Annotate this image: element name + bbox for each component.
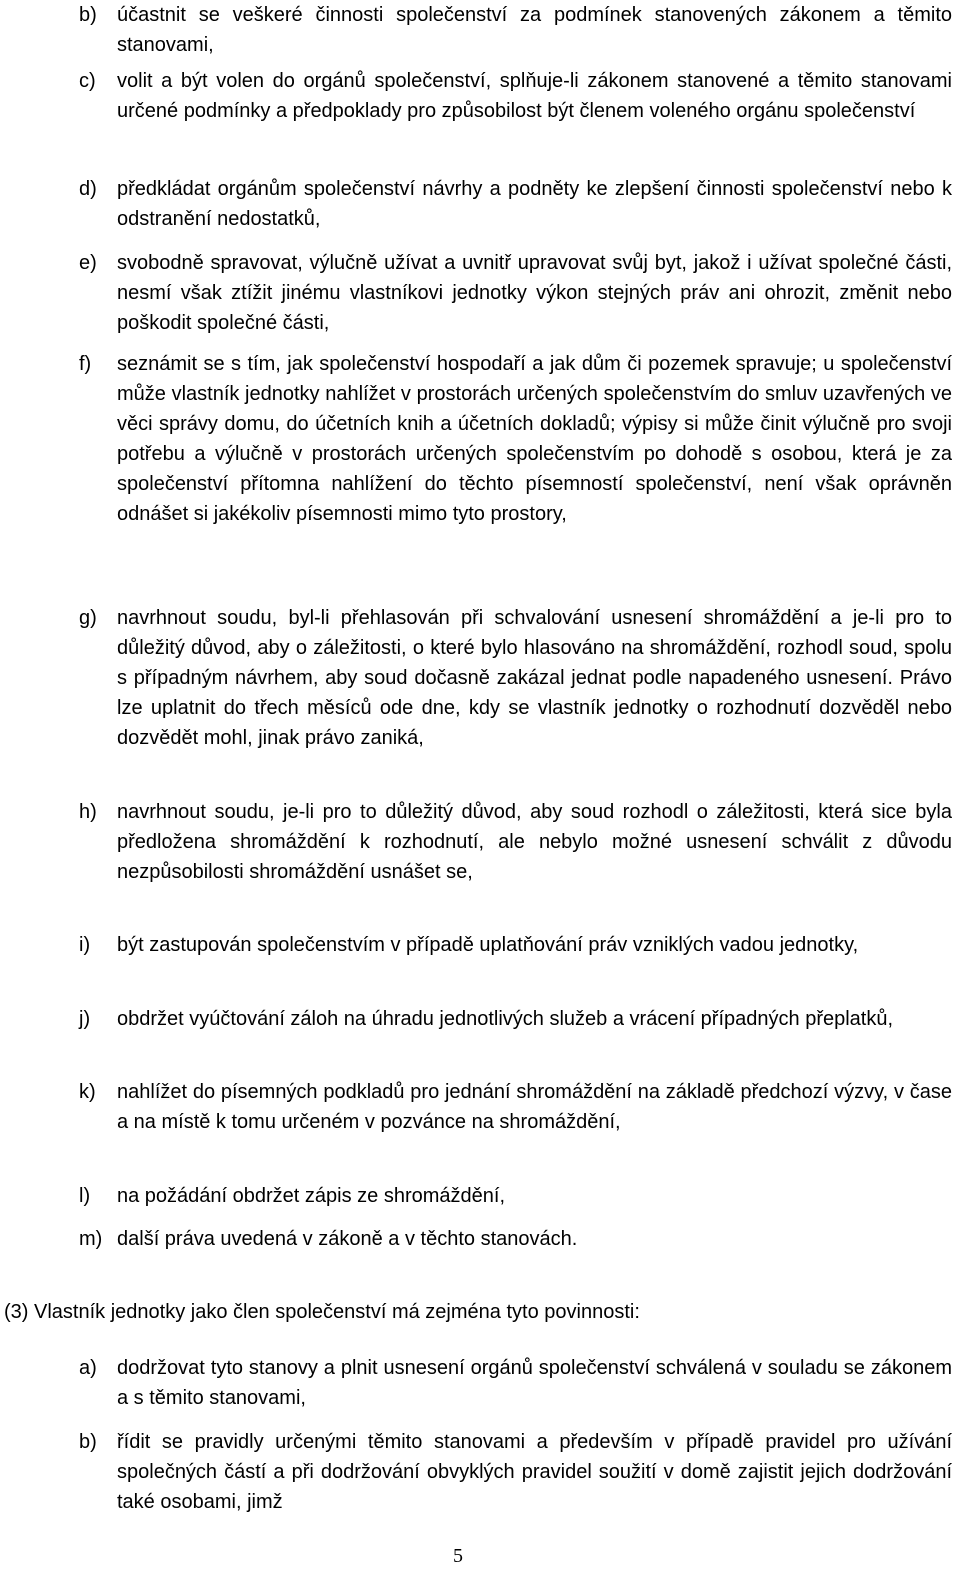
- list-item-marker: a): [79, 1357, 97, 1379]
- list-item-text: být zastupován společenstvím v případě uplatňování práv vzniklých vadou jednotky,: [117, 934, 859, 956]
- list-item: [79, 930, 952, 960]
- list-item: [79, 248, 952, 338]
- list-item-text: svobodně spravovat, výlučně užívat a uvnitř upravovat svůj byt, jakož i užívat společné části, nesmí však ztížit jinému vlastníkovi jednotky výkon stejných práv ani ohrozit, změnit nebo poškodit společné části,: [117, 252, 952, 334]
- list-item-text: seznámit se s tím, jak společenství hospodaří a jak dům či pozemek spravuje; u společenství může vlastník jednotky nahlížet v prostorách určených společenstvím do smluv uzavřených ve věci správy domu, do účetních knih a účetních dokladů; výpisy si může činit výlučně pro svoji potřebu a výlučně v prostorách určených společenstvím po dohodě s osobou, která je za společenství přítomna nahlížení do těchto písemností společenství, není však oprávněn odnášet si jakékoliv písemnosti mimo tyto prostory,: [117, 353, 952, 525]
- list-item: [79, 66, 952, 126]
- list-item-text: na požádání obdržet zápis ze shromáždění,: [117, 1185, 506, 1207]
- list-item-text: navrhnout soudu, byl-li přehlasován při schvalování usnesení shromáždění a je-li pro to důležitý důvod, aby o záležitosti, o které bylo hlasováno na shromáždění, rozhodl soud, spolu s případným návrhem, aby soud dočasně zakázal jednat podle napadeného usnesení. Právo lze uplatnit do třech měsíců ode dne, kdy se vlastník jednotky o rozhodnutí dozvěděl nebo dozvědět mohl, jinak právo zaniká,: [117, 607, 952, 749]
- list-item: [79, 1077, 952, 1137]
- page-number: 5: [453, 1545, 463, 1567]
- list-item-marker: f): [79, 353, 92, 375]
- list-item-marker: g): [79, 607, 97, 629]
- list-item-text: předkládat orgánům společenství návrhy a podněty ke zlepšení činnosti společenství nebo k odstranění nedostatků,: [117, 178, 952, 230]
- list-item: [79, 349, 952, 529]
- section-heading: (3) Vlastník jednotky jako člen společenství má zejména tyto povinnosti:: [4, 1301, 640, 1323]
- list-item-marker: c): [79, 70, 96, 92]
- list-item: [79, 1353, 952, 1413]
- list-item-marker: b): [79, 4, 97, 26]
- list-item-marker: j): [79, 1008, 91, 1030]
- list-item: [79, 603, 952, 753]
- list-item-text: účastnit se veškeré činnosti společenství za podmínek stanovených zákonem a těmito stanovami,: [117, 4, 952, 56]
- list-item-text: volit a být volen do orgánů společenství, splňuje-li zákonem stanovené a těmito stanovami určené podmínky a předpoklady pro způsobilost být členem voleného orgánu společenství: [117, 70, 952, 122]
- list-item: [79, 0, 952, 60]
- list-item-marker: m): [79, 1228, 103, 1250]
- list-item-text: další práva uvedená v zákoně a v těchto stanovách.: [117, 1228, 578, 1250]
- list-item: [79, 1224, 952, 1254]
- list-item-marker: l): [79, 1185, 91, 1207]
- list-item-marker: h): [79, 801, 97, 823]
- list-item-text: dodržovat tyto stanovy a plnit usnesení orgánů společenství schválená v souladu se zákonem a s těmito stanovami,: [117, 1357, 952, 1409]
- list-item: [79, 174, 952, 234]
- list-item-text: navrhnout soudu, je-li pro to důležitý důvod, aby soud rozhodl o záležitosti, která sice byla předložena shromáždění k rozhodnutí, ale nebylo možné usnesení schválit z důvodu nezpůsobilosti shromáždění usnášet se,: [117, 801, 952, 883]
- list-item: [79, 797, 952, 887]
- list-item-text: nahlížet do písemných podkladů pro jednání shromáždění na základě předchozí výzvy, v čase a na místě k tomu určeném v pozvánce na shromáždění,: [117, 1081, 952, 1133]
- list-item: [79, 1427, 952, 1517]
- list-item-text: řídit se pravidly určenými těmito stanovami a především v případě pravidel pro užívání společných částí a při dodržování obvyklých pravidel soužití v domě zajistit jejich dodržování také osobami, jimž: [117, 1431, 952, 1513]
- list-item-marker: i): [79, 934, 91, 956]
- list-item: [79, 1004, 952, 1034]
- list-item-marker: b): [79, 1431, 97, 1453]
- list-item-marker: k): [79, 1081, 96, 1103]
- list-item-marker: d): [79, 178, 97, 200]
- list-item-marker: e): [79, 252, 97, 274]
- list-item-text: obdržet vyúčtování záloh na úhradu jednotlivých služeb a vrácení případných přeplatků,: [117, 1008, 894, 1030]
- list-item: [79, 1181, 952, 1211]
